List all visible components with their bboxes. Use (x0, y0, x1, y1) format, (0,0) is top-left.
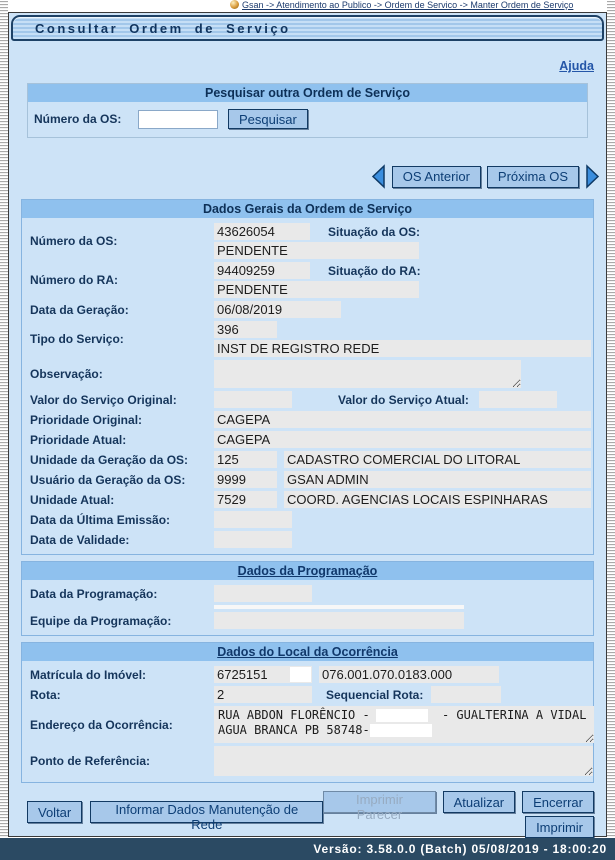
ponto-referencia-textarea[interactable] (214, 746, 593, 776)
unidade-geracao-nome: CADASTRO COMERCIAL DO LITORAL (284, 451, 591, 468)
breadcrumb-link[interactable]: Gsan -> Atendimento ao Publico -> Ordem de Servico -> Manter Ordem de Serviço (242, 0, 574, 10)
left-ridge-strip (0, 0, 8, 838)
window (8, 12, 607, 837)
data-programacao-label: Data da Programação: (30, 586, 158, 601)
valor-atual-value (479, 391, 557, 408)
unidade-atual-label: Unidade Atual: (30, 492, 115, 507)
search-panel-header: Pesquisar outra Ordem de Serviço (28, 84, 587, 102)
redaction-patch (290, 667, 311, 682)
encerrar-button[interactable]: Encerrar (522, 791, 594, 813)
usuario-geracao-codigo: 9999 (214, 471, 277, 488)
redaction-strip (214, 605, 464, 609)
unidade-geracao-codigo: 125 (214, 451, 277, 468)
tipo-servico-codigo: 396 (214, 321, 277, 338)
equipe-programacao-value (214, 612, 464, 629)
numero-os-label: Número da OS: (30, 234, 118, 248)
prioridade-atual-value: CAGEPA (214, 431, 591, 448)
matricula-label: Matrícula do Imóvel: (30, 667, 147, 682)
inscricao-value: 076.001.070.0183.000 (319, 666, 499, 683)
valor-atual-label: Valor do Serviço Atual: (338, 392, 469, 407)
numero-os-search-input[interactable] (138, 110, 218, 129)
numero-os-value: 43626054 (214, 223, 310, 240)
usuario-geracao-nome: GSAN ADMIN (284, 471, 591, 488)
breadcrumb (8, 0, 607, 12)
unidade-atual-nome: COORD. AGENCIAS LOCAIS ESPINHARAS (284, 491, 591, 508)
prioridade-atual-label: Prioridade Atual: (30, 432, 127, 447)
sequencial-rota-label: Sequencial Rota: (326, 687, 424, 702)
numero-ra-label: Número do RA: (30, 273, 118, 287)
prioridade-original-value: CAGEPA (214, 411, 591, 428)
os-anterior-arrow-icon[interactable] (371, 164, 386, 189)
data-ultima-emissao-value (214, 511, 292, 528)
atualizar-button[interactable]: Atualizar (443, 791, 516, 813)
data-geracao-value: 06/08/2019 (214, 301, 341, 318)
usuario-geracao-label: Usuário da Geração da OS: (30, 472, 186, 487)
valor-original-value (214, 391, 292, 408)
data-validade-label: Data de Validade: (30, 532, 130, 547)
observacao-label: Observação: (30, 367, 103, 381)
situacao-os-label: Situação da OS: (328, 224, 421, 239)
local-panel (21, 642, 594, 783)
informar-dados-manutencao-button[interactable]: Informar Dados Manutenção de Rede (90, 801, 323, 823)
imprimir-parecer-button[interactable]: Imprimir Parecer (323, 791, 435, 813)
dados-gerais-panel (21, 199, 594, 555)
search-panel (27, 83, 588, 138)
unidade-atual-codigo: 7529 (214, 491, 277, 508)
tipo-servico-label: Tipo do Serviço: (30, 332, 124, 346)
valor-original-label: Valor do Serviço Original: (30, 392, 177, 407)
redaction-patch (376, 709, 428, 722)
situacao-os-value: PENDENTE (214, 242, 419, 259)
sequencial-rota-value (431, 686, 501, 703)
dados-gerais-header: Dados Gerais da Ordem de Serviço (22, 200, 593, 218)
situacao-ra-value: PENDENTE (214, 281, 419, 298)
os-anterior-button[interactable]: OS Anterior (392, 166, 481, 188)
proxima-os-arrow-icon[interactable] (585, 164, 600, 189)
data-ultima-emissao-label: Data da Última Emissão: (30, 512, 171, 527)
data-geracao-label: Data da Geração: (30, 302, 129, 317)
rota-label: Rota: (30, 687, 61, 702)
unidade-geracao-label: Unidade da Geração da OS: (30, 452, 189, 467)
pesquisar-button[interactable]: Pesquisar (228, 109, 308, 129)
ponto-referencia-label: Ponto de Referência: (30, 754, 151, 768)
prioridade-original-label: Prioridade Original: (30, 412, 143, 427)
proxima-os-button[interactable]: Próxima OS (487, 166, 579, 188)
endereco-label: Endereço da Ocorrência: (30, 717, 173, 732)
voltar-button[interactable]: Voltar (27, 801, 82, 823)
rota-value: 2 (214, 686, 312, 703)
programacao-header-link[interactable]: Dados da Programação (22, 562, 593, 580)
numero-os-search-label: Número da OS: (34, 112, 122, 126)
local-header-link[interactable]: Dados do Local da Ocorrência (22, 643, 593, 661)
imprimir-button[interactable]: Imprimir (525, 816, 594, 838)
data-validade-value (214, 531, 292, 548)
observacao-textarea[interactable] (214, 360, 521, 388)
version-footer: Versão: 3.58.0.0 (Batch) 05/08/2019 - 18:00:20 (0, 838, 615, 860)
help-icon (230, 0, 239, 9)
numero-ra-value: 94409259 (214, 262, 310, 279)
equipe-programacao-label: Equipe da Programação: (30, 613, 172, 628)
ajuda-link[interactable]: Ajuda (559, 59, 594, 73)
page-title: Consultar Ordem de Serviço (11, 15, 604, 41)
data-programacao-value (214, 585, 312, 602)
right-ridge-strip (607, 0, 615, 838)
tipo-servico-descricao: INST DE REGISTRO REDE (214, 340, 591, 357)
situacao-ra-label: Situação do RA: (328, 263, 421, 278)
redaction-patch (370, 724, 432, 737)
programacao-panel (21, 561, 594, 636)
matricula-value: 6725151 (214, 666, 312, 683)
